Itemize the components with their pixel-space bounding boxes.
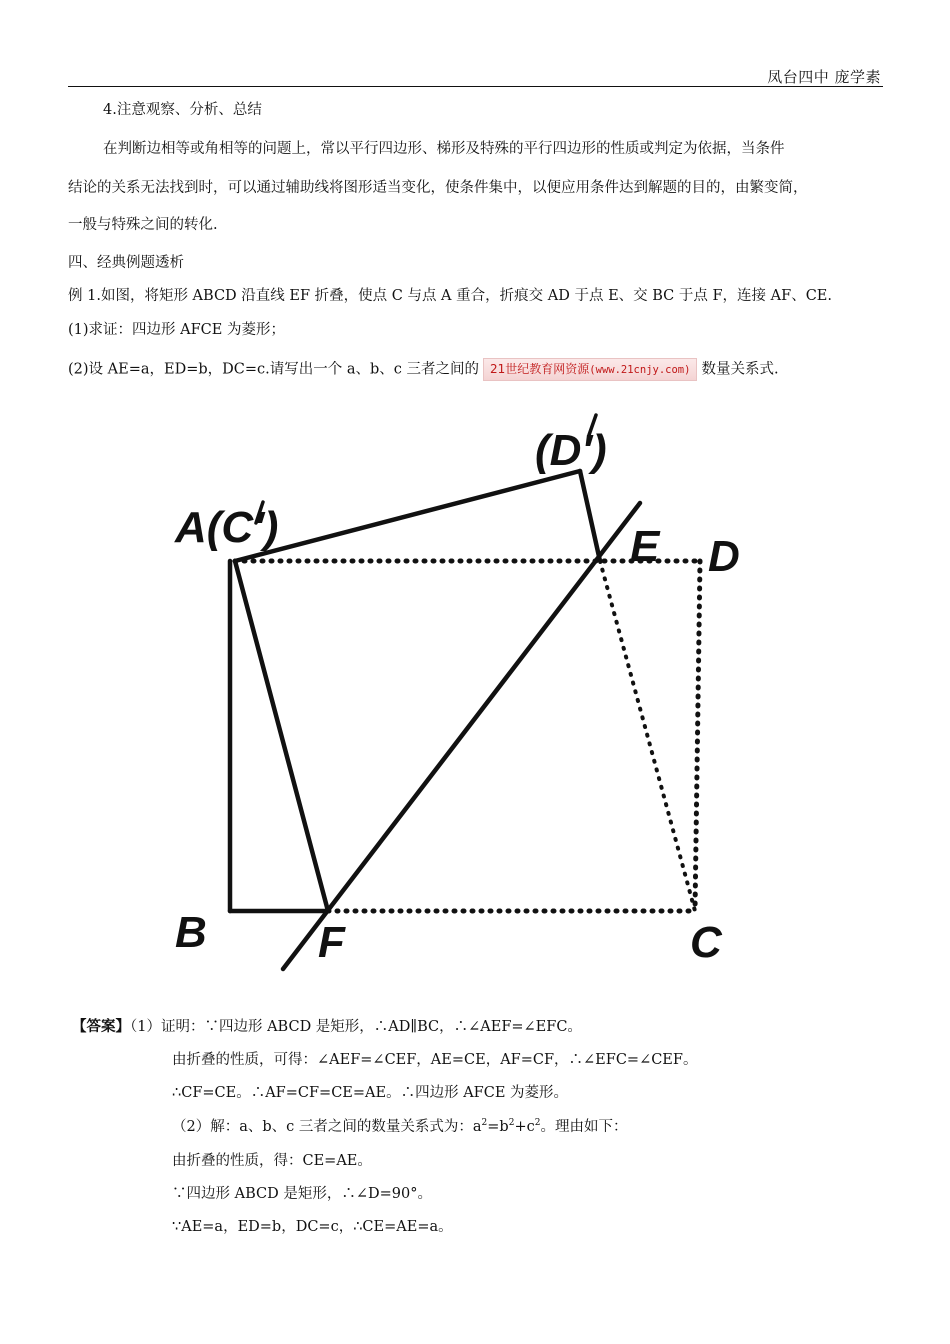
edge-AD-prime [235,471,580,561]
watermark-name: 21世纪教育网资源 [490,362,590,376]
edge-D-prime-E [580,471,600,561]
section4-paragraph-line-3: 一般与特殊之间的转化. [68,217,218,233]
exponent-b: 2 [508,1118,515,1129]
example-statement: 例 1.如图，将矩形 ABCD 沿直线 EF 折叠，使点 C 与点 A 重合，折痕交 AD 于点 E、交 BC 于点 F，连接 AF、CE. [68,288,832,304]
section4-paragraph-line-2: 结论的关系无法找到时，可以通过辅助线将图形适当变化，使条件集中，以便应用条件达到解题的目的，由繁变简， [68,180,808,196]
section4-title: 4.注意观察、分析、总结 [103,102,262,118]
example-part-2 [68,358,779,381]
answer-line-7: ∵AE=a，ED=b，DC=c，∴CE=AE=a。 [172,1219,453,1235]
geometry-figure [150,395,790,995]
section4-paragraph-line-1: 在判断边相等或角相等的问题上，常以平行四边形、梯形及特殊的平行四边形的性质或判定为依据，当条件 [103,141,785,157]
answer-4-after: 。理由如下： [540,1119,628,1135]
fold-line-EF [283,503,640,969]
label-F: F [318,918,345,967]
answer-line-6: ∵四边形 ABCD 是矩形，∴∠D=90°。 [172,1186,432,1202]
edge-AF [235,561,328,911]
section-heading: 四、经典例题透析 [68,255,184,271]
watermark-url: (www.21cnjy.com) [589,364,691,376]
exponent-c: 2 [534,1118,541,1129]
label-E: E [630,522,660,571]
page-header [68,64,883,87]
label-C: C [690,918,722,967]
header-author: 凤台四中 庞学素 [767,68,881,86]
answer-4-before: （2）解：a、b、c 三者之间的数量关系式为：a [172,1119,482,1135]
label-A-C-prime: A(C′) [175,503,279,552]
answer-label: 【答案】 [72,1018,130,1035]
answer-line-4 [172,1117,627,1137]
part-2-text-before: (2)设 AE=a，ED=b，DC=c.请写出一个 a、b、c 三者之间的 [68,361,480,378]
answer-text-1: （1）证明：∵四边形 ABCD 是矩形，∴AD∥BC，∴∠AEF=∠EFC。 [130,1019,582,1035]
answer-line-2: 由折叠的性质，可得：∠AEF=∠CEF，AE=CE，AF=CF，∴∠EFC=∠CEF。 [172,1052,698,1068]
answer-4-mid2: +c [514,1119,535,1135]
label-B: B [175,908,207,957]
answer-4-mid1: =b [487,1119,509,1135]
part-2-text-after: 数量关系式. [701,361,779,378]
edge-EC-dotted [600,561,695,911]
watermark-badge [483,358,697,381]
label-D: D [708,532,740,581]
exponent-a: 2 [481,1118,488,1129]
answer-line-1 [72,1017,582,1037]
label-D-prime: (D′) [535,426,607,475]
answer-line-3: ∴CF=CE。∴AF=CF=CE=AE。∴四边形 AFCE 为菱形。 [172,1085,569,1101]
answer-line-5: 由折叠的性质，得：CE=AE。 [172,1153,372,1169]
edge-DC-dotted [695,561,700,911]
example-part-1: (1)求证：四边形 AFCE 为菱形； [68,322,285,338]
